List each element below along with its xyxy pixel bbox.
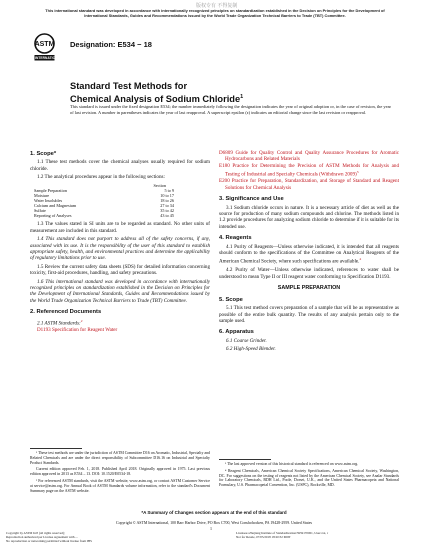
footnote-rule xyxy=(219,459,271,460)
title-line-1: Standard Test Methods for xyxy=(70,81,188,91)
watermark-text: 版权专有 不得复制 xyxy=(196,3,238,9)
license-right: Licensee=Zhejiang Institute of Standardization/5959170001, User=xx, r Not for Resale, 07/05/2018 18:20:32 MDT xyxy=(236,531,329,539)
toc-row: Sample Preparation 5 to 9 xyxy=(34,187,174,193)
toc-row: Sulfate 35 to 42 xyxy=(34,208,174,214)
paragraph-1-2: 1.2 The analytical procedures appear in the following sections: xyxy=(37,174,165,181)
document-title xyxy=(70,81,370,105)
designation: Designation: E534 − 18 xyxy=(70,40,152,49)
section-heading-apparatus: 6. Apparatus xyxy=(219,329,254,336)
footnote-3: ³ The last approved version of this historical standard is referenced on www.astm.org. xyxy=(225,462,359,466)
left-column xyxy=(30,151,210,333)
section-table xyxy=(30,183,210,219)
reference-d6809: D6809 Guide for Quality Control and Quality Assurance Procedures for Aromatic Hydrocarbons and Related Materials xyxy=(219,150,399,163)
toc-row: Calcium and Magnesium 27 to 34 xyxy=(34,203,174,208)
paragraph-1-6: 1.6 This international standard was developed in accordance with internationally recognized principles on standardization established in the Decision on Principles for the Development of International Standards, Guides and Recommendations issued by the World Trade Organization Technical Barriers to Trade (TBT) Committee. xyxy=(30,278,210,304)
toc-row: Reporting of Analyses 43 to 45 xyxy=(34,213,174,219)
link-d1193[interactable]: D1193 xyxy=(37,326,51,333)
toc-row: Moisture 10 to 17 xyxy=(34,192,174,198)
footnote-4: ⁴ Reagent Chemicals, American Chemical Society Specifications, American Chemical Society, Washington, DC. For suggestions on the testing of reagents not listed by the American Chemical Society, see Analar Standards for Laboratory Chemicals, BDH Ltd., Poole, Dorset, U.K., and the United States Pharmacopeia and National Formulary, U.S. Pharmacopeial Convention, Inc. (USPC), Rockville, MD. xyxy=(219,468,399,488)
section-heading-reagents: 4. Reagents xyxy=(219,235,252,242)
link-e200[interactable]: E200 xyxy=(219,178,230,185)
section-heading-significance: 3. Significance and Use xyxy=(219,196,284,203)
title-line-2: Chemical Analysis of Sodium Chloride$^1$ xyxy=(70,94,244,105)
paragraph-3-1: 3.1 Sodium chloride occurs in nature. It is a necessary article of diet as well as the source for production of many sodium compounds and chlorine. The methods listed in 1.2 provide procedures for analyzing sodium chloride to determine if it is suitable for its intended use. xyxy=(219,204,399,230)
svg-text:ASTM: ASTM xyxy=(34,41,55,49)
section-heading-referenced-documents: 2. Referenced Documents xyxy=(30,309,102,316)
link-d6809[interactable]: D6809 xyxy=(219,150,233,156)
footnote-rule xyxy=(30,448,82,449)
summary-of-changes-note: *A Summary of Changes section appears at the end of this standard xyxy=(141,510,287,515)
paragraph-5-1: 5.1 This test method covers preparation of a sample that will be as representative as possible of the entire bulk quantity. The results of any analysis pertain only to the sample used. xyxy=(219,305,399,324)
right-footnotes xyxy=(219,462,399,488)
paragraph-1-3: 1.3 The values stated in SI units are to be regarded as standard. No other units of measurement are included in this standard. xyxy=(30,221,210,234)
page-number: 1 xyxy=(210,526,212,531)
copyright-line: Copyright © ASTM International, 100 Barr Harbor Drive, PO Box C700, West Conshohocken, PA 19428-2959. United States xyxy=(116,521,312,525)
paragraph-4-2: 4.2 Purity of Water—Unless otherwise indicated, references to water shall be understood to mean Type II or III reagent water conforming to Specification D1193. xyxy=(219,267,399,280)
paragraph-6-1: 6.1 Coarse Grinder. xyxy=(226,337,267,344)
paragraph-6-2: 6.2 High-Speed Blender. xyxy=(226,346,276,353)
link-e180[interactable]: E180 xyxy=(219,162,230,169)
development-note: This international standard was developed in accordance with internationally recognized principles on standardization established in the Decision on Principles for the Development of International Standards, Guides and Recommendations issued by the World Trade Organization Technical Barriers to Trade (TBT) Committee. xyxy=(45,8,385,18)
toc-row: Water Insolubles 18 to 26 xyxy=(34,197,174,203)
reference-e200: E200 Practice for Preparation, Standardization, and Storage of Standard and Reagent Solutions for Chemical Analysis xyxy=(219,178,399,191)
subheading-sample-preparation: SAMPLE PREPARATION xyxy=(277,285,341,292)
reference-e180: E180 Practice for Determining the Precision of ASTM Methods for Analysis and Testing of Industrial and Specialty Chemicals (Withdrawn 2009)$^3$ xyxy=(219,162,399,178)
reference-d1193: D1193 Specification for Reagent Water xyxy=(37,326,118,333)
astm-logo xyxy=(34,33,63,61)
license-left: Copyright by ASTM Int'l (all rights reserved); Reproduction authorized per License Agreement with ... No reproduction or networking permitted without license from IHS xyxy=(6,531,92,543)
footnote-1: ¹ These test methods are under the jurisdiction of ASTM Committee D16 on Aromatic, Industrial, Specialty and Related Chemicals and are under the direct responsibility of Subcommittee D16.16 on Industrial and Specialty Product Standards. xyxy=(30,451,210,465)
logo-caption: INTERNATIONAL xyxy=(35,56,63,60)
paragraph-1-1: 1.1 These test methods cover the chemical analyses usually required for sodium chloride. xyxy=(30,159,210,172)
toc-header: Section xyxy=(153,182,166,188)
footnote-1-edition: Current edition approved Feb. 1, 2018. Published April 2018. Originally approved in 1975. Last previous edition approved in 2013 as E534 – 13. DOI: 10.1520/E0534-18. xyxy=(30,467,210,477)
paragraph-2-1: 2.1 ASTM Standards:$^2$ xyxy=(37,318,83,327)
section-heading-scope-5: 5. Scope xyxy=(219,296,243,303)
paragraph-1-4: 1.4 This standard does not purport to address all of the safety concerns, if any, associated with its use. It is the responsibility of the user of this standard to establish appropriate safety, health, and environmental practices and determine the applicability of regulatory limitations prior to use. xyxy=(30,236,210,262)
right-column xyxy=(219,150,399,353)
paragraph-4-1: 4.1 Purity of Reagents—Unless otherwise indicated, it is intended that all reagents should conform to the specifications of the Committee on Analytical Reagents of the American Chemical Society, where such specifications are available.$^4$ xyxy=(219,243,399,266)
standard-abstract: This standard is issued under the fixed designation E534; the number immediately following the designation indicates the year of original adoption or, in the case of revision, the year of last revision. A number in parentheses indicates the year of last reapproval. A superscript epsilon (ε) indicates an editorial change since the last revision or reapproval. xyxy=(70,104,391,115)
section-heading-scope: 1. Scope* xyxy=(30,151,57,157)
left-footnotes xyxy=(30,451,210,493)
footnote-2: ² For referenced ASTM standards, visit the ASTM website, www.astm.org, or contact ASTM Customer Service at service@astm.org. For Annual Book of ASTM Standards volume information, refer to the standard's Document Summary page on the ASTM website. xyxy=(30,478,210,493)
paragraph-1-5: 1.5 Review the current safety data sheets (SDS) for detailed information concerning toxicity, first-aid procedures, handling, and safety precautions. xyxy=(30,263,210,277)
